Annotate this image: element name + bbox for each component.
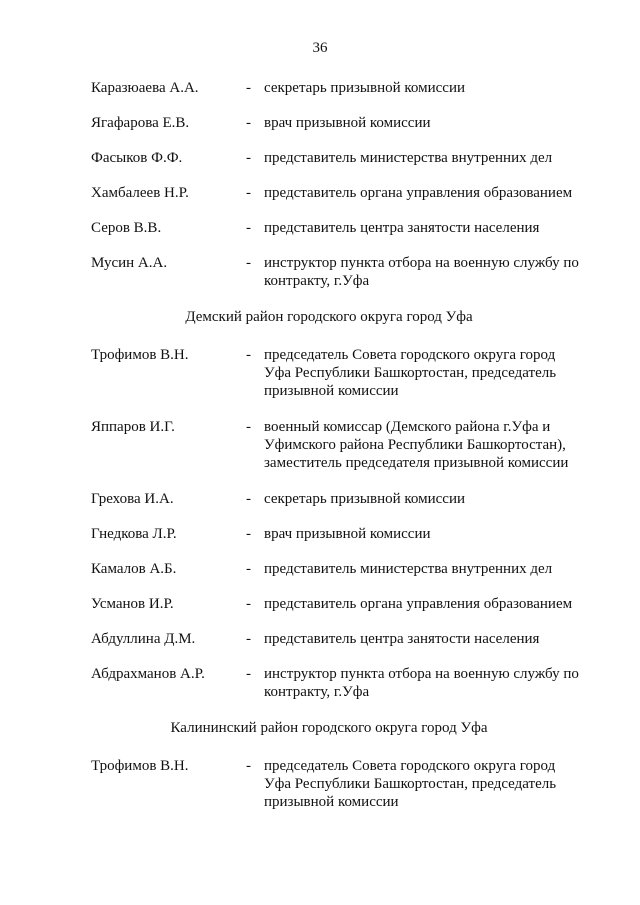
dash-separator: - — [246, 596, 251, 612]
member-row — [91, 254, 611, 290]
role-line: председатель Совета городского округа город — [264, 758, 556, 774]
role-line: призывной комиссии — [264, 794, 399, 810]
member-role — [264, 560, 611, 578]
dash-separator: - — [246, 150, 251, 166]
role-line: контракту, г.Уфа — [264, 684, 370, 700]
member-name: Каразюаева А.А. — [91, 80, 199, 96]
role-line: Уфимского района Республики Башкортостан), — [264, 437, 566, 453]
role-line: призывной комиссии — [264, 383, 399, 399]
dash-separator: - — [246, 220, 251, 236]
dash-separator: - — [246, 419, 251, 435]
member-row — [91, 757, 611, 811]
member-name: Хамбалеев Н.Р. — [91, 185, 189, 201]
role-line: инструктор пункта отбора на военную службу по — [264, 255, 579, 271]
role-line: представитель органа управления образованием — [264, 596, 573, 612]
role-line: представитель органа управления образованием — [264, 185, 573, 201]
member-role — [264, 757, 611, 811]
role-line: заместитель председателя призывной комиссии — [264, 455, 569, 471]
member-role — [264, 346, 611, 400]
member-role — [264, 184, 611, 202]
member-role — [264, 418, 611, 472]
member-row — [91, 219, 611, 237]
member-name: Гнедкова Л.Р. — [91, 526, 177, 542]
member-name: Усманов И.Р. — [91, 596, 174, 612]
member-name: Трофимов В.Н. — [91, 758, 189, 774]
document-body — [91, 79, 611, 829]
dash-separator: - — [246, 526, 251, 542]
member-name: Серов В.В. — [91, 220, 162, 236]
member-row — [91, 595, 611, 613]
member-row — [91, 79, 611, 97]
role-line: секретарь призывной комиссии — [264, 491, 466, 507]
role-line: секретарь призывной комиссии — [264, 80, 466, 96]
dash-separator: - — [246, 347, 251, 363]
member-name: Абдуллина Д.М. — [91, 631, 196, 647]
member-row — [91, 184, 611, 202]
role-line: председатель Совета городского округа город — [264, 347, 556, 363]
role-line: представитель министерства внутренних дел — [264, 561, 553, 577]
role-line: врач призывной комиссии — [264, 526, 431, 542]
member-name: Грехова И.А. — [91, 491, 174, 507]
member-row — [91, 525, 611, 543]
member-row — [91, 630, 611, 648]
dash-separator: - — [246, 666, 251, 682]
member-name: Мусин А.А. — [91, 255, 168, 271]
role-line: Уфа Республики Башкортостан, председатель — [264, 365, 557, 381]
member-role — [264, 149, 611, 167]
member-row — [91, 114, 611, 132]
member-name: Ягафарова Е.В. — [91, 115, 190, 131]
section-heading: Калининский район городского округа город Уфа — [170, 720, 488, 736]
member-role — [264, 254, 611, 290]
member-name: Фасыков Ф.Ф. — [91, 150, 183, 166]
member-role — [264, 219, 611, 237]
member-name: Трофимов В.Н. — [91, 347, 189, 363]
member-row — [91, 418, 611, 472]
member-role — [264, 595, 611, 613]
member-name: Яппаров И.Г. — [91, 419, 175, 435]
role-line: врач призывной комиссии — [264, 115, 431, 131]
dash-separator: - — [246, 185, 251, 201]
dash-separator: - — [246, 631, 251, 647]
role-line: представитель центра занятости населения — [264, 631, 540, 647]
member-role — [264, 79, 611, 97]
role-line: военный комиссар (Демского района г.Уфа и — [264, 419, 551, 435]
dash-separator: - — [246, 758, 251, 774]
page-number: 36 — [312, 40, 328, 56]
dash-separator: - — [246, 255, 251, 271]
member-row — [91, 149, 611, 167]
member-row — [91, 560, 611, 578]
member-role — [264, 630, 611, 648]
member-role — [264, 114, 611, 132]
role-line: представитель министерства внутренних дел — [264, 150, 553, 166]
member-name: Абдрахманов А.Р. — [91, 666, 205, 682]
member-row — [91, 490, 611, 508]
role-line: представитель центра занятости населения — [264, 220, 540, 236]
member-row — [91, 346, 611, 400]
dash-separator: - — [246, 561, 251, 577]
member-role — [264, 525, 611, 543]
dash-separator: - — [246, 80, 251, 96]
dash-separator: - — [246, 491, 251, 507]
section-heading: Демский район городского округа город Уфа — [185, 309, 473, 325]
member-name: Камалов А.Б. — [91, 561, 177, 577]
member-row — [91, 665, 611, 701]
role-line: Уфа Республики Башкортостан, председатель — [264, 776, 557, 792]
member-role — [264, 490, 611, 508]
dash-separator: - — [246, 115, 251, 131]
role-line: контракту, г.Уфа — [264, 273, 370, 289]
member-role — [264, 665, 611, 701]
role-line: инструктор пункта отбора на военную службу по — [264, 666, 579, 682]
